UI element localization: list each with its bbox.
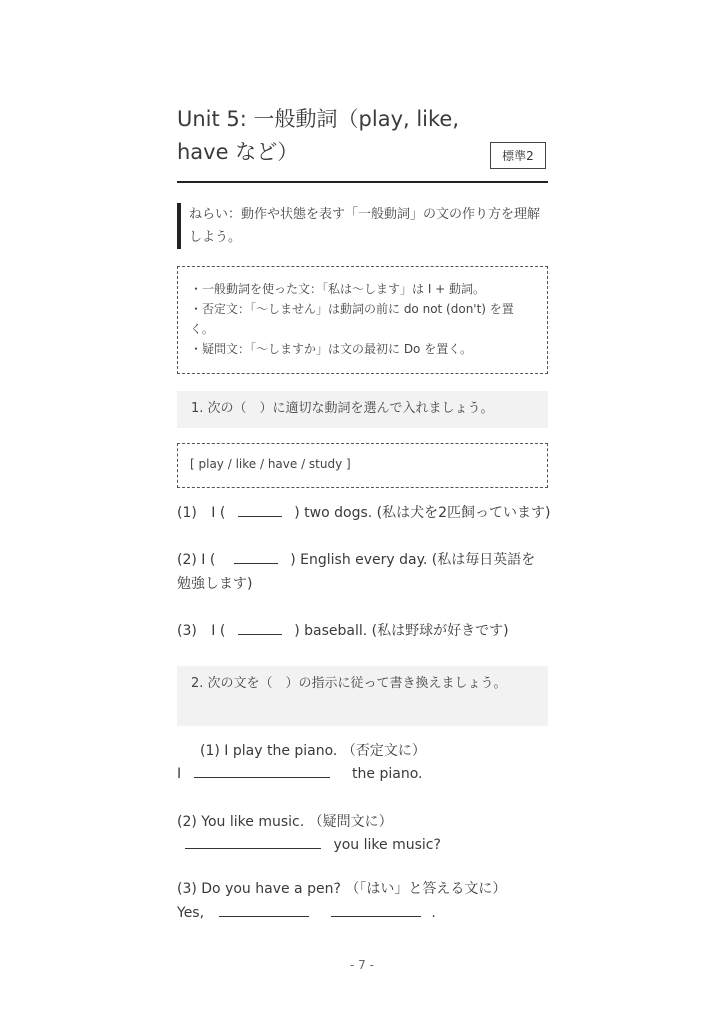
answer-blank[interactable] [238,620,282,635]
page-number: - 7 - [350,958,374,972]
question-open: (2) I ( [177,552,216,568]
question-1-3 [177,619,557,643]
answer-period: . [431,905,436,921]
question-2-1-prompt: (1) I play the piano. （否定文に） [200,743,426,759]
question-open: I ( [211,505,226,521]
answer-end: you like music? [333,837,441,853]
key-point: ・一般動詞を使った文：「私は〜します」は I + 動詞。 [190,282,486,296]
answer-blank[interactable] [238,502,282,517]
question-number: (3) [177,623,197,639]
answer-start: I [177,766,182,782]
answer-blank[interactable] [194,763,330,778]
title-line-2: have など） [177,140,299,164]
aim-box: ねらい：動作や状態を表す「一般動詞」の文の作り方を理解しよう。 [177,203,548,249]
answer-blank[interactable] [331,902,421,917]
question-1-2 [177,548,548,596]
key-point: ・疑問文：「〜しますか」は文の最初に Do を置く。 [190,342,472,356]
title-line-1: Unit 5: 一般動詞（play, like, [177,107,460,131]
question-number: (1) [177,505,197,521]
title-divider [177,181,548,183]
page-title [177,103,477,169]
question-2-1-answer [177,762,557,786]
answer-blank[interactable] [185,834,321,849]
question-2-3-answer [177,901,557,925]
key-points-box [177,266,548,374]
question-text: ) baseball. (私は野球が好きです) [294,623,509,639]
section-2-heading: 2. 次の文を（ ）の指示に従って書き換えましょう。 [177,666,548,726]
question-text: ) English every day. (私は毎日英語を勉強します) [177,552,536,592]
question-2-3-prompt: (3) Do you have a pen? （「はい」と答える文に） [177,881,507,897]
question-2-2-answer [177,833,557,857]
question-text: ) two dogs. (私は犬を2匹飼っています) [294,505,551,521]
answer-blank[interactable] [234,549,278,564]
answer-start: Yes, [177,905,205,921]
question-open: I ( [211,623,226,639]
question-1-1 [177,501,557,525]
answer-end: the piano. [352,766,423,782]
section-1-heading: 1. 次の（ ）に適切な動詞を選んで入れましょう。 [177,391,548,428]
level-badge: 標準2 [490,142,546,169]
key-point: ・否定文：「〜しません」は動詞の前に do not (don't) を置く。 [190,302,514,336]
word-bank: [ play / like / have / study ] [177,443,548,488]
question-2-2-prompt: (2) You like music. （疑問文に） [177,814,393,830]
answer-blank[interactable] [219,902,309,917]
